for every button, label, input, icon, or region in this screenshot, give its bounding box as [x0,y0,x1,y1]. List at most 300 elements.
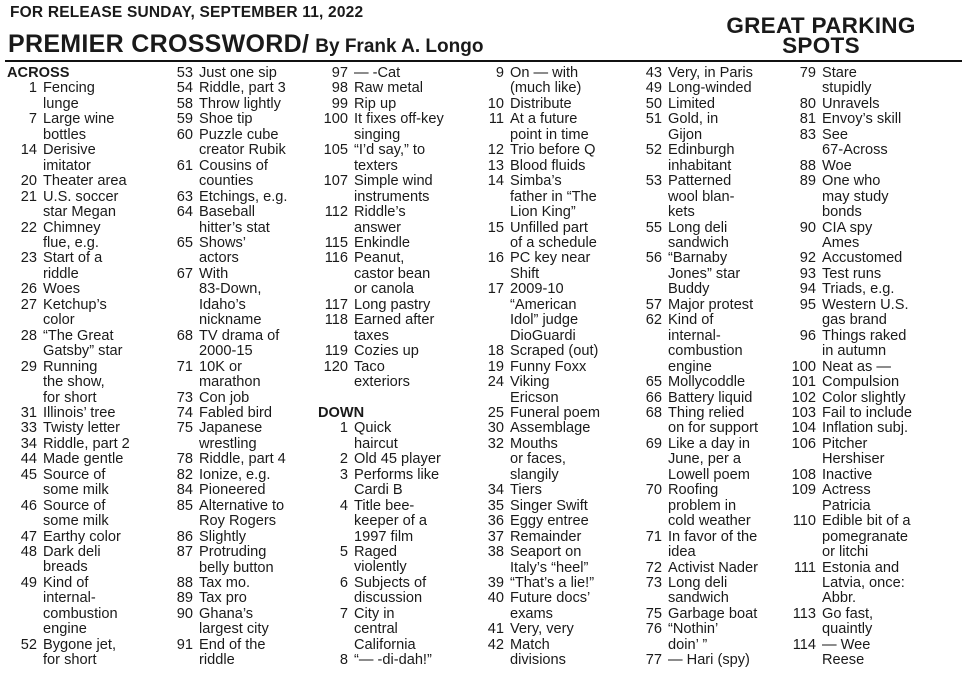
clue-line: Gold, in [668,111,719,128]
clue-line: Quick [354,420,392,437]
clue-text [37,406,159,421]
clue-number: 48 [20,544,37,561]
clue-item [474,499,638,514]
clue-text [504,375,638,406]
clue-text [348,143,478,174]
clue-item [318,97,478,112]
clue-line: kets [668,204,695,221]
clue-line: PC key near [510,250,591,267]
header-rule [5,60,962,62]
clue-line: Earned after [354,312,435,329]
clue-text [504,174,638,220]
clue-line: Ericson [510,389,559,406]
clue-line: See [822,126,848,143]
clue-number: 62 [645,312,662,329]
clue-line: Raged [354,544,398,561]
clue-number: 116 [324,250,348,267]
clue-item [786,159,964,174]
clue-text [816,112,964,127]
clue-line: Simba’s [510,173,562,190]
clue-item [632,143,788,174]
clue-line: Reese [822,652,865,669]
clue-item [632,437,788,483]
clue-number: 73 [645,574,662,591]
clue-text [193,205,317,236]
clue-line: Estonia and [822,559,900,576]
clue-text [348,452,478,467]
clue-item [163,329,317,360]
clue-text [193,97,317,112]
clue-number: 107 [323,173,348,190]
clue-text [816,128,964,159]
clue-text [193,468,317,483]
clue-line: Tax pro [199,590,247,607]
clue-text [37,143,159,174]
clue-number: 71 [645,528,662,545]
clue-line: Tax mo. [199,574,251,591]
clue-text [348,545,478,576]
clue-text [504,576,638,591]
clue-line: father in “The [510,188,597,205]
clue-line: Unravels [822,95,880,112]
clue-number: 7 [28,111,37,128]
clue-number: 37 [487,528,504,545]
clue-line: combustion [43,605,118,622]
clue-number: 68 [645,404,662,421]
clue-text [504,97,638,112]
clue-text [662,97,788,112]
clue-line: Idol” judge [510,312,579,329]
clue-line: Woe [822,157,852,174]
clue-text [193,591,317,606]
clue-line: Very, in Paris [668,65,753,81]
clue-number: 36 [487,513,504,530]
clue-line: Jones” star [668,265,741,282]
clue-item [474,622,638,637]
clue-text [37,421,159,436]
clue-number: 6 [339,574,348,591]
clue-number: 13 [487,157,504,174]
clue-line: cold weather [668,513,751,530]
clue-line: “I’d say,” to [354,142,426,159]
clue-line: Cardi B [354,482,403,499]
clue-item [163,205,317,236]
clue-text [504,282,638,344]
clue-text [662,174,788,220]
clue-text [816,174,964,220]
clue-item [163,97,317,112]
clue-line: Rip up [354,95,397,112]
clue-item [163,128,317,159]
clue-line: Riddle’s [354,204,406,221]
clue-item [786,66,964,97]
clue-number: 65 [176,234,193,251]
clue-item [786,97,964,112]
clue-number: 112 [324,204,348,221]
clue-column-3 [318,66,478,669]
clue-item [632,622,788,653]
clue-item [163,530,317,545]
clue-line: “American [510,296,577,313]
clue-number: 71 [176,358,193,375]
clue-line: idea [668,544,696,561]
clue-text [504,159,638,174]
clue-number: 94 [799,281,816,298]
clue-text [193,112,317,127]
clue-text [504,112,638,143]
clue-text [193,452,317,467]
clue-line: Edinburgh [668,142,735,159]
clue-item [786,128,964,159]
clue-text [37,545,159,576]
clue-item [474,375,638,406]
clue-item [632,97,788,112]
clue-number: 4 [339,497,348,514]
clue-item [632,112,788,143]
clue-line: Etchings, e.g. [199,188,288,205]
clue-number: 88 [176,574,193,591]
clue-item [786,329,964,360]
clue-number: 63 [176,188,193,205]
clue-line: or litchi [822,544,869,561]
clue-line: divisions [510,652,566,669]
clue-column-6 [786,66,964,669]
clue-number: 9 [495,65,504,81]
clue-number: 26 [20,281,37,298]
clue-line: Baseball [199,204,255,221]
clue-item [7,421,159,436]
clue-number: 100 [791,358,816,375]
clue-line: Protruding [199,544,267,561]
clue-number: 20 [20,173,37,190]
clue-line: Japanese [199,420,263,437]
clue-line: Western U.S. [822,296,909,313]
clue-number: 113 [792,605,816,622]
clue-line: exams [510,605,553,622]
clue-text [193,530,317,545]
clue-line: In favor of the [668,528,758,545]
clue-text [348,607,478,653]
clue-item [632,653,788,668]
clue-text [348,205,478,236]
clue-number: 24 [487,374,504,391]
clue-text [662,81,788,96]
clue-number: 73 [176,389,193,406]
clue-number: 17 [487,281,504,298]
clue-text [348,298,478,313]
clue-item [163,545,317,576]
clue-line: 2009-10 [510,281,564,298]
clue-number: 120 [323,358,348,375]
clue-text [37,81,159,112]
clue-text [193,638,317,669]
clue-item [7,221,159,252]
clue-line: 1997 film [354,528,414,545]
title-text: PREMIER CROSSWORD/ [8,30,310,58]
clue-text [37,468,159,499]
clue-number: 66 [645,389,662,406]
clue-line: “Nothin’ [668,621,719,638]
clue-number: 83 [799,126,816,143]
clue-item [786,251,964,266]
clue-line: Trio before Q [510,142,596,159]
clue-line: “The Great [43,327,114,344]
clue-item [318,468,478,499]
clue-text [816,97,964,112]
clue-item [318,205,478,236]
clue-item [474,66,638,97]
clue-number: 61 [176,157,193,174]
clue-number: 106 [791,435,816,452]
clue-item [7,638,159,669]
clue-line: Triads, e.g. [822,281,895,298]
clue-number: 119 [324,343,348,360]
clue-line: TV drama of [199,327,280,344]
clue-item [474,421,638,436]
clue-line: Mollycoddle [668,374,746,391]
clue-number: 98 [331,80,348,97]
clue-line: Edible bit of a [822,513,911,530]
clue-item [632,313,788,375]
clue-number: 53 [645,173,662,190]
clue-line: Roofing [668,482,719,499]
clue-line: problem in [668,497,737,514]
clue-line: Long pastry [354,296,431,313]
clue-line: stupidly [822,80,872,97]
clue-line: Subjects of [354,574,427,591]
clue-line: Color slightly [822,389,906,406]
clue-line: riddle [199,652,235,669]
clue-number: 30 [487,420,504,437]
clue-item [474,406,638,421]
clue-column-1 [7,66,159,669]
clue-item [318,143,478,174]
clue-text [193,360,317,391]
clue-text [504,251,638,282]
clue-line: “Barnaby [668,250,728,267]
clue-text [816,437,964,468]
clue-text [193,236,317,267]
clue-item [7,576,159,638]
clue-line: Patricia [822,497,871,514]
clue-item [786,406,964,421]
clue-item [7,81,159,112]
clue-number: 118 [324,312,348,329]
clue-line: Distribute [510,95,572,112]
clue-number: 99 [331,95,348,112]
clue-number: 45 [20,466,37,483]
clue-line: Funeral poem [510,404,601,421]
clue-line: Inflation subj. [822,420,908,437]
clue-number: 25 [487,404,504,421]
clue-text [348,112,478,143]
clue-line: combustion [668,343,743,360]
clue-number: 79 [799,65,816,81]
clue-number: 101 [791,374,816,391]
clue-number: 11 [488,111,504,128]
clue-item [632,221,788,252]
clue-number: 52 [20,636,37,653]
clue-item [163,607,317,638]
clue-line: Tiers [510,482,542,499]
clue-number: 68 [176,327,193,344]
clue-line: bottles [43,126,86,143]
clue-item [163,638,317,669]
clue-line: Seaport on [510,544,582,561]
clue-line: marathon [199,374,261,391]
clue-number: 5 [339,544,348,561]
clue-text [816,391,964,406]
clue-number: 90 [176,605,193,622]
clue-text [816,329,964,360]
clue-line: Woes [43,281,81,298]
clue-line: or faces, [510,451,566,468]
clue-text [816,251,964,266]
clue-line: answer [354,219,402,236]
clue-line: or canola [354,281,415,298]
clue-number: 92 [799,250,816,267]
clue-number: 70 [645,482,662,499]
clue-number: 75 [176,420,193,437]
clue-number: 43 [645,65,662,81]
clue-number: 31 [20,404,37,421]
clue-item [786,638,964,669]
clue-line: Bygone jet, [43,636,117,653]
clue-text [193,128,317,159]
clue-item [474,545,638,576]
clue-line: internal- [668,327,721,344]
clue-item [7,468,159,499]
clue-line: Derisive [43,142,96,159]
clue-number: 84 [176,482,193,499]
clue-line: discussion [354,590,423,607]
clue-line: Con job [199,389,250,406]
clue-line: Hershiser [822,451,885,468]
clue-line: Viking [510,374,550,391]
clue-line: instruments [354,188,430,205]
clue-line: On — with [510,65,579,81]
clue-number: 56 [645,250,662,267]
clue-line: Activist Nader [668,559,759,576]
clue-line: Simple wind [354,173,433,190]
clue-line: Kind of [43,574,89,591]
clue-line: Things raked [822,327,907,344]
clue-line: actors [199,250,239,267]
clue-number: 81 [799,111,816,128]
clue-line: engine [43,621,87,638]
clue-line: Blood fluids [510,157,586,174]
clue-text [504,437,638,483]
clue-text [504,622,638,637]
clue-number: 67 [176,265,193,282]
clue-item [318,313,478,344]
clue-item [7,174,159,189]
clue-number: 58 [176,95,193,112]
clue-line: Envoy’s skill [822,111,902,128]
clue-line: creator Rubik [199,142,286,159]
clue-number: 38 [487,544,504,561]
clue-line: Idaho’s [199,296,246,313]
clue-line: Old 45 player [354,451,441,468]
clue-number: 49 [20,574,37,591]
clue-line: Dark deli [43,544,101,561]
puzzle-title [8,30,483,59]
clue-item [318,545,478,576]
clue-line: Slightly [199,528,247,545]
clue-number: 95 [799,296,816,313]
clue-item [7,437,159,452]
clue-line: Made gentle [43,451,124,468]
clue-line: Ghana’s [199,605,254,622]
clue-line: One who [822,173,881,190]
clue-item [7,190,159,221]
clue-text [37,360,159,406]
clue-text [662,622,788,653]
clue-text [816,607,964,638]
clue-item [474,159,638,174]
clue-line: Limited [668,95,716,112]
clue-number: 87 [176,544,193,561]
clue-line: Enkindle [354,234,410,251]
clue-text [662,251,788,297]
clue-line: Italy’s “heel” [510,559,589,576]
clue-line: 10K or [199,358,242,375]
clue-number: 64 [176,204,193,221]
clue-number: 46 [20,497,37,514]
clue-number: 18 [487,343,504,360]
clue-line: Peanut, [354,250,405,267]
clue-item [318,251,478,297]
clue-number: 109 [791,482,816,499]
clue-number: 32 [487,435,504,452]
across-heading: ACROSS [7,65,70,81]
clue-line: Gatsby” star [43,343,123,360]
clue-number: 115 [324,234,348,251]
clue-number: 14 [487,173,504,190]
clue-item [163,591,317,606]
clue-text [37,499,159,530]
clue-text [348,313,478,344]
clue-text [348,174,478,205]
clue-line: Lion King” [510,204,576,221]
clue-line: City in [354,605,395,622]
clue-line: — Wee [822,636,871,653]
clue-text [348,499,478,545]
clue-item [786,375,964,390]
clue-text [348,576,478,607]
clue-item [7,360,159,406]
clue-text [816,421,964,436]
clue-item [632,483,788,529]
clue-number: 15 [487,219,504,236]
clue-line: some milk [43,513,109,530]
clue-number: 53 [176,65,193,81]
clue-text [504,483,638,498]
clue-text [662,221,788,252]
clue-number: 74 [176,404,193,421]
clue-item [7,282,159,297]
clue-line: 2000-15 [199,343,253,360]
clue-text [504,406,638,421]
clue-item [474,344,638,359]
clue-line: Future docs’ [510,590,591,607]
clue-number: 110 [792,513,816,530]
clue-item [786,468,964,483]
clue-text [662,143,788,174]
clue-number: 29 [20,358,37,375]
clue-text [37,221,159,252]
clue-line: Lowell poem [668,466,750,483]
